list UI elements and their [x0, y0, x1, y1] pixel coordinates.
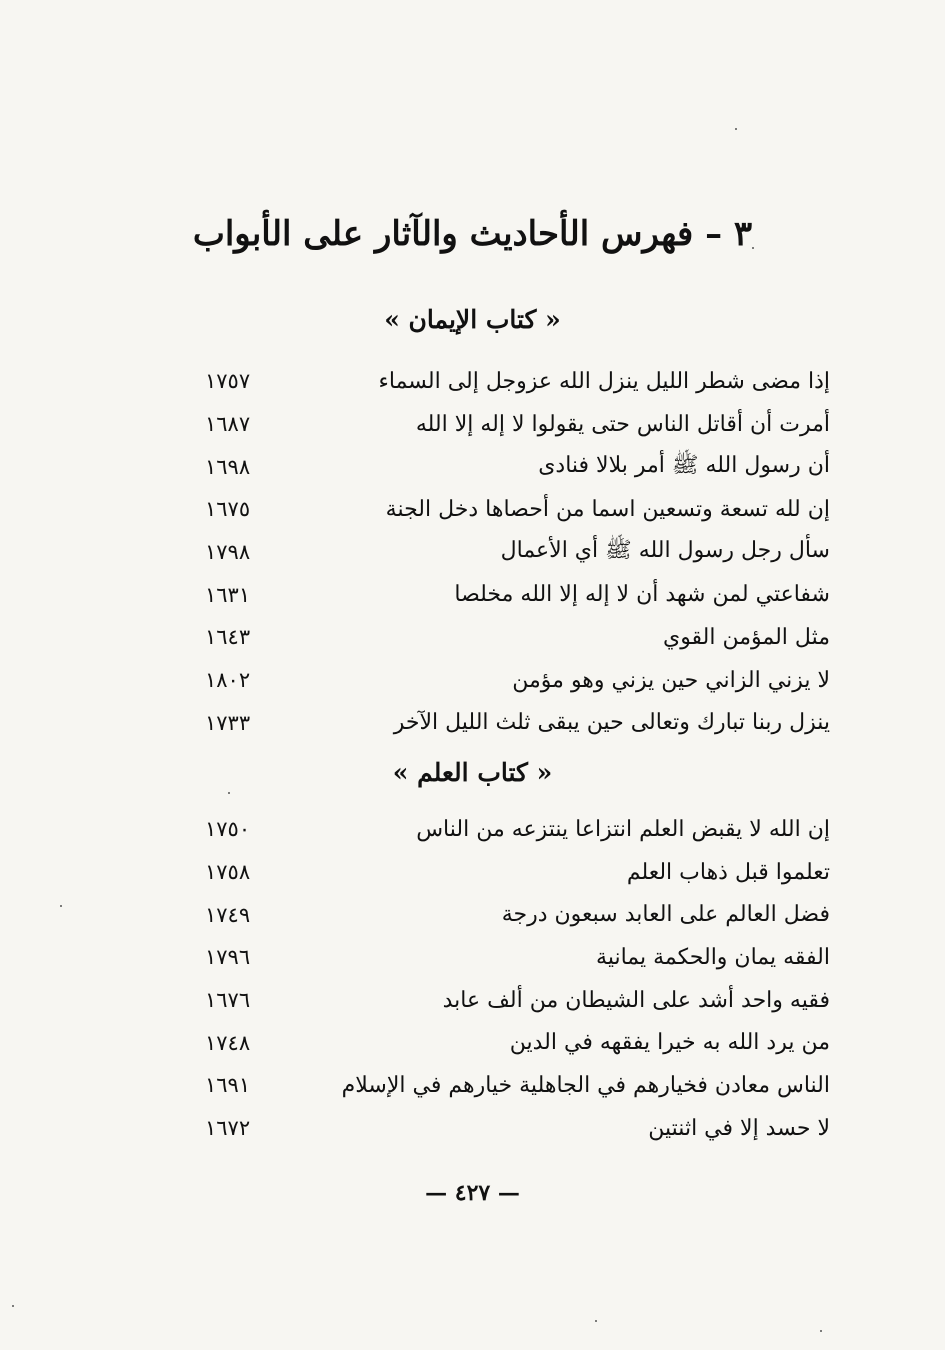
scan-speck: [735, 128, 737, 130]
hadith-text: ينزل ربنا تبارك وتعالى حين يبقى ثلث الليل الآخر: [393, 710, 830, 736]
scan-speck: [820, 1330, 822, 1332]
index-entry: [205, 360, 830, 403]
hadith-number: ١٧٥٧: [205, 369, 251, 394]
hadith-text: شفاعتي لمن شهد أن لا إله إلا الله مخلصا: [454, 582, 830, 608]
hadith-text: إن الله لا يقبض العلم انتزاعا ينتزعه من الناس: [416, 816, 830, 842]
section-heading-ilm: « كتاب العلم »: [392, 758, 553, 787]
page-number: — ٤٢٧ —: [425, 1180, 520, 1206]
section-heading-iman: « كتاب الإيمان »: [384, 305, 561, 334]
index-entry: [205, 893, 830, 936]
hadith-text: فضل العالم على العابد سبعون درجة: [501, 902, 830, 928]
hadith-number: ١٧٥٨: [205, 860, 251, 885]
hadith-number: ١٦٩٨: [205, 454, 251, 479]
hadith-text: لا حسد إلا في اثنتين: [648, 1115, 830, 1141]
index-entry: [205, 1021, 830, 1064]
index-entry: [205, 1107, 830, 1150]
index-entry: [205, 403, 830, 446]
hadith-text: إذا مضى شطر الليل ينزل الله عزوجل إلى السماء: [378, 368, 830, 394]
index-entry: [205, 851, 830, 894]
hadith-text: الناس معادن فخيارهم في الجاهلية خيارهم في الإسلام: [341, 1072, 830, 1098]
hadith-text: الفقه يمان والحكمة يمانية: [596, 944, 830, 970]
hadith-number: ١٧٣٣: [205, 710, 251, 735]
hadith-number: ١٦٤٣: [205, 625, 251, 650]
hadith-number: ١٧٩٦: [205, 945, 251, 970]
scan-speck: [752, 247, 754, 249]
hadith-number: ١٦٧٦: [205, 988, 251, 1013]
page-title: ٣ – فهرس الأحاديث والآثار على الأبواب: [192, 214, 753, 254]
hadith-number: ١٦٣١: [205, 582, 251, 607]
hadith-text: فقيه واحد أشد على الشيطان من ألف عابد: [442, 987, 830, 1013]
hadith-text: أمرت أن أقاتل الناس حتى يقولوا لا إله إلا الله: [415, 411, 830, 437]
index-entry: [205, 531, 830, 574]
scan-speck: [595, 1320, 597, 1322]
index-entry: [205, 445, 830, 488]
index-entry: [205, 702, 830, 745]
index-entry: [205, 808, 830, 851]
hadith-number: ١٦٧٢: [205, 1116, 251, 1141]
hadith-text: إن لله تسعة وتسعين اسما من أحصاها دخل الجنة: [385, 496, 830, 522]
hadith-number: ١٦٧٥: [205, 497, 251, 522]
hadith-text: تعلموا قبل ذهاب العلم: [626, 859, 830, 885]
index-entry: [205, 573, 830, 616]
hadith-text: لا يزني الزاني حين يزني وهو مؤمن: [512, 667, 830, 693]
index-entry: [205, 1064, 830, 1107]
index-entry: [205, 979, 830, 1022]
entry-list-iman: [205, 360, 830, 744]
hadith-number: ١٧٩٨: [205, 540, 251, 565]
hadith-text: مثل المؤمن القوي: [662, 624, 830, 650]
hadith-number: ١٦٨٧: [205, 412, 251, 437]
scan-speck: [12, 1305, 14, 1307]
scan-speck: [60, 905, 62, 907]
hadith-text: من يرد الله به خيرا يفقهه في الدين: [509, 1030, 830, 1056]
hadith-number: ١٨٠٢: [205, 668, 251, 693]
hadith-text: سأل رجل رسول الله ﷺ أي الأعمال: [500, 538, 830, 564]
hadith-number: ١٧٤٨: [205, 1030, 251, 1055]
entry-list-ilm: [205, 808, 830, 1150]
index-entry: [205, 659, 830, 702]
hadith-number: ١٦٩١: [205, 1073, 251, 1098]
hadith-number: ١٧٤٩: [205, 902, 251, 927]
index-entry: [205, 616, 830, 659]
index-entry: [205, 488, 830, 531]
index-entry: [205, 936, 830, 979]
scan-speck: [228, 792, 230, 794]
hadith-number: ١٧٥٠: [205, 817, 251, 842]
hadith-text: أن رسول الله ﷺ أمر بلالا فنادى: [538, 452, 830, 478]
